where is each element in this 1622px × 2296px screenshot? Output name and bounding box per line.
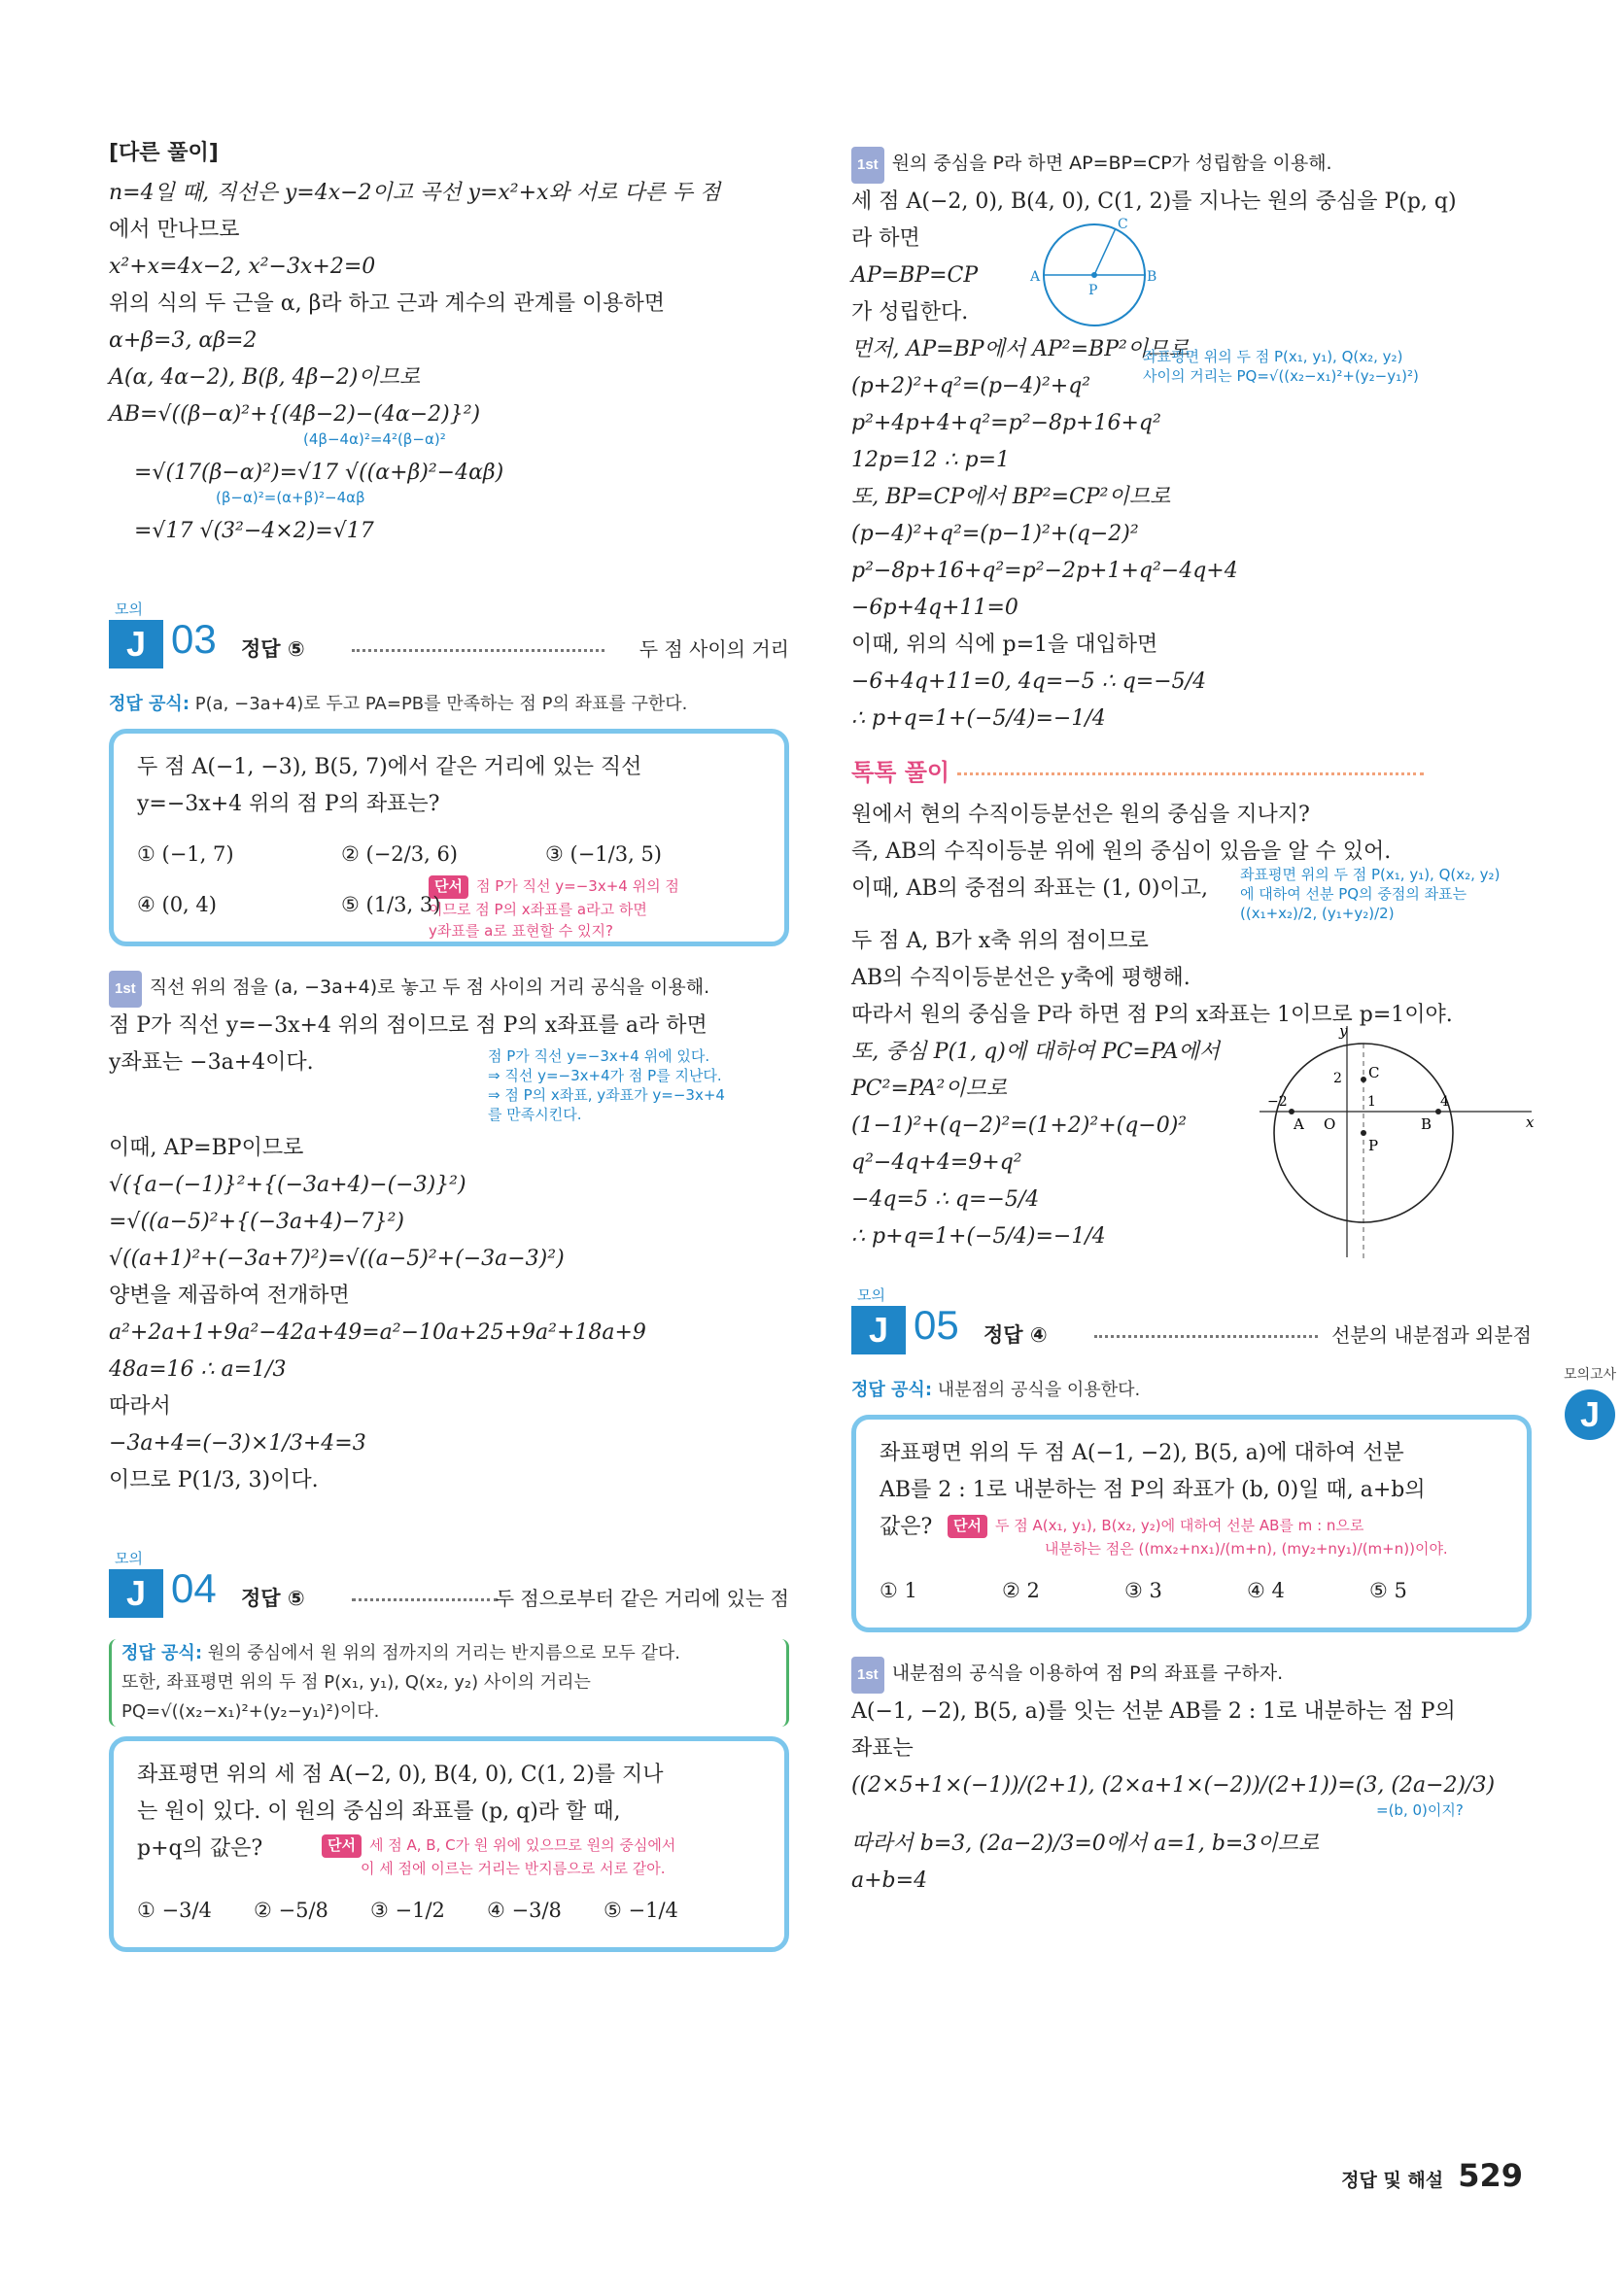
- choice: ③ (−1/3, 5): [545, 842, 662, 866]
- solution-line: a+b=4: [851, 1868, 928, 1893]
- step-line: [851, 1656, 1532, 1694]
- formula-label: 정답 공식:: [851, 1380, 933, 1400]
- hint-line: 이 세 점에 이르는 거리는 반지름으로 서로 같아.: [361, 1860, 666, 1877]
- solution-line: =√((a−5)²+{(−3a+4)−7}²): [109, 1210, 404, 1234]
- solution-line: 또, BP=CP에서 BP²=CP²이므로: [851, 485, 1171, 509]
- wave-decoration: [957, 772, 1424, 775]
- solution-line: 따라서: [109, 1394, 171, 1419]
- toktok-header: [851, 753, 1532, 787]
- math-line: n=4일 때, 직선은 y=4x−2이고 곡선 y=x²+x와 서로 다른 두 점: [109, 181, 721, 205]
- circle-figure-row: [851, 1024, 1535, 1255]
- hint-line: 두 점 A(x₁, y₁), B(x₂, y₂)에 대하여 선분 AB를 m : n으로: [994, 1517, 1364, 1534]
- note-line: ⇒ 점 P의 x좌표, y좌표가 y=−3x+4: [488, 1086, 725, 1104]
- topic-label: 선분의 내분점과 외분점: [1331, 1323, 1532, 1347]
- tick-label: 4: [1440, 1094, 1449, 1110]
- solution-line: 먼저, AP=BP에서 AP²=BP²이므로: [851, 337, 1190, 361]
- alt-solution-header: [다른 풀이]: [109, 141, 219, 165]
- math-line: x²+x=4x−2, x²−3x+2=0: [109, 255, 376, 279]
- solution-line: −6p+4q+11=0: [851, 596, 1018, 620]
- choice: ④ −3/8: [487, 1899, 562, 1922]
- choice: ④ 4: [1247, 1579, 1285, 1602]
- axis-y-label: y: [1339, 1024, 1348, 1040]
- hint-line: 세 점 A, B, C가 원 위에 있으므로 원의 중심에서: [368, 1836, 676, 1854]
- answer-formula: [851, 1376, 1532, 1405]
- question-line: AB를 2 : 1로 내분하는 점 P의 좌표가 (b, 0)일 때, a+b의: [880, 1478, 1426, 1502]
- tick-label: 2: [1333, 1071, 1342, 1086]
- answer-label: 정답 ④: [984, 1323, 1048, 1347]
- choices: [137, 833, 761, 875]
- note-line: 좌표평면 위의 두 점 P(x₁, y₁), Q(x₂, y₂): [1143, 348, 1403, 365]
- solution-line: AB의 수직이등분선은 y축에 평행해.: [851, 966, 1191, 990]
- hint-tag: 단서: [322, 1834, 362, 1858]
- point-label-b: B: [1421, 1115, 1432, 1133]
- solution-line: AP=BP=CP: [851, 263, 979, 288]
- question-line: 좌표평면 위의 세 점 A(−2, 0), B(4, 0), C(1, 2)를 지나: [137, 1763, 664, 1787]
- origin-label: O: [1324, 1115, 1336, 1133]
- axis-x-label: x: [1526, 1114, 1535, 1131]
- section-badge: J: [851, 1306, 906, 1354]
- sketch-label-c: C: [1118, 217, 1128, 232]
- chapter-tab: [1561, 1364, 1619, 1440]
- hint: [322, 1834, 761, 1879]
- section-number: 05: [914, 1302, 959, 1348]
- solution-line: PC²=PA²이므로: [851, 1077, 1008, 1101]
- dotted-leader: [352, 649, 604, 652]
- choices: [137, 1889, 761, 1932]
- note-line: 점 P가 직선 y=−3x+4 위에 있다.: [488, 1047, 710, 1065]
- formula-label: 정답 공식:: [109, 694, 190, 714]
- left-column: [109, 136, 789, 1975]
- choice: ⑤ −1/4: [604, 1899, 678, 1922]
- page-footer: [1341, 2157, 1523, 2194]
- formula-text: PQ=√((x₂−x₁)²+(y₂−y₁)²)이다.: [121, 1701, 380, 1722]
- solution-line: y좌표는 −3a+4이다.: [109, 1050, 314, 1075]
- solution-line: 이므로 P(1/3, 3)이다.: [109, 1468, 319, 1492]
- choice: ① (−1, 7): [137, 842, 234, 866]
- section-badge: J: [109, 620, 163, 668]
- tick-label: 1: [1367, 1094, 1376, 1110]
- choice: ② 2: [1002, 1579, 1040, 1602]
- note-line: ⇒ 직선 y=−3x+4가 점 P를 지난다.: [488, 1067, 722, 1084]
- solution-line: 점 P가 직선 y=−3x+4 위의 점이므로 점 P의 x좌표를 a라 하면: [109, 1013, 707, 1038]
- solution-note: [1240, 865, 1532, 923]
- question-line: 두 점 A(−1, −3), B(5, 7)에서 같은 거리에 있는 직선: [137, 755, 642, 779]
- small-circle-sketch: [1026, 215, 1162, 335]
- choice: ① −3/4: [137, 1899, 212, 1922]
- question-line: 좌표평면 위의 두 점 A(−1, −2), B(5, a)에 대하여 선분: [880, 1441, 1404, 1465]
- toktok-label: 톡톡 풀이: [851, 759, 950, 786]
- point-label-a: A: [1294, 1115, 1304, 1133]
- formula-text: P(a, −3a+4)로 두고 PA=PB를 만족하는 점 P의 좌표를 구한다.: [194, 694, 688, 714]
- section-badge: J: [109, 1569, 163, 1618]
- solution-line: 이때, AB의 중점의 좌표는 (1, 0)이고,: [851, 876, 1208, 901]
- section-number: 03: [171, 616, 217, 662]
- solution-line: 원에서 현의 수직이등분선은 원의 중심을 지나지?: [851, 803, 1310, 827]
- dotted-leader: [352, 1598, 498, 1601]
- solution-note: [1143, 347, 1532, 386]
- step-line: [109, 970, 789, 1008]
- question-line: 는 원이 있다. 이 원의 중심의 좌표를 (p, q)라 할 때,: [137, 1799, 621, 1824]
- note-line: 사이의 거리는 PQ=√((x₂−x₁)²+(y₂−y₁)²): [1143, 367, 1419, 385]
- solution-line: A(−1, −2), B(5, a)를 잇는 선분 AB를 2 : 1로 내분하는 점 P의: [851, 1699, 1456, 1724]
- solution-line: 두 점 A, B가 x축 위의 점이므로: [851, 929, 1149, 953]
- step-text: 직선 위의 점을 (a, −3a+4)로 놓고 두 점 사이의 거리 공식을 이용해.: [149, 977, 710, 998]
- solution-line: 48a=16 ∴ a=1/3: [109, 1357, 287, 1382]
- hint-line: 내분하는 점은 ((mx₂+nx₁)/(m+n), (my₂+ny₁)/(m+n))이야.: [1045, 1540, 1448, 1558]
- solution-line: 라 하면: [851, 226, 920, 251]
- solution-line: 이때, AP=BP이므로: [109, 1136, 304, 1160]
- dotted-leader: [1094, 1335, 1318, 1338]
- topic-label: 두 점으로부터 같은 거리에 있는 점: [495, 1587, 789, 1610]
- note-line: 좌표평면 위의 두 점 P(x₁, y₁), Q(x₂, y₂): [1240, 866, 1501, 883]
- chapter-tab-letter: J: [1565, 1389, 1615, 1440]
- section-header-j03: [109, 599, 789, 684]
- solution-note: =(b, 0)이지?: [1376, 1801, 1464, 1819]
- right-column: [851, 146, 1535, 1900]
- point-label-c: C: [1368, 1064, 1380, 1081]
- solution-line: p²+4p+4+q²=p²−8p+16+q²: [851, 411, 1161, 435]
- hint: [948, 1515, 1503, 1559]
- circle-figure: [1260, 1024, 1541, 1267]
- solution-note: [488, 1046, 789, 1124]
- formula-label: 정답 공식:: [121, 1643, 203, 1663]
- tick-label: −2: [1267, 1094, 1288, 1110]
- solution-line: √((a+1)²+(−3a+7)²)=√((a−5)²+(−3a−3)²): [109, 1247, 565, 1271]
- alt-solution: [109, 175, 789, 550]
- formula-text: 또한, 좌표평면 위의 두 점 P(x₁, y₁), Q(x₂, y₂) 사이의 거리는: [121, 1672, 591, 1693]
- chapter-tab-label: 모의고사: [1563, 1367, 1617, 1383]
- solution-line: 이때, 위의 식에 p=1을 대입하면: [851, 633, 1158, 657]
- solution-line: ∴ p+q=1+(−5/4)=−1/4: [851, 1224, 1106, 1249]
- question-box: [851, 1415, 1532, 1632]
- note-line: 를 만족시킨다.: [488, 1106, 582, 1123]
- choice: ① 1: [880, 1579, 917, 1602]
- solution-line: −6+4q+11=0, 4q=−5 ∴ q=−5/4: [851, 669, 1207, 694]
- point-label-p: P: [1368, 1137, 1379, 1154]
- inline-note: (4β−4α)²=4²(β−α)²: [303, 430, 446, 448]
- step-text: 내분점의 공식을 이용하여 점 P의 좌표를 구하자.: [891, 1662, 1284, 1684]
- solution-line: √({a−(−1)}²+{(−3a+4)−(−3)}²): [109, 1173, 466, 1197]
- solution-line: 또, 중심 P(1, q)에 대하여 PC=PA에서: [851, 1040, 1221, 1064]
- solution-line: a²+2a+1+9a²−42a+49=a²−10a+25+9a²+18a+9: [109, 1320, 646, 1345]
- solution-line: 즉, AB의 수직이등분 위에 원의 중심이 있음을 알 수 있어.: [851, 840, 1392, 864]
- choices: [880, 1569, 1503, 1612]
- choice: ② −5/8: [254, 1899, 328, 1922]
- question-box: [109, 1736, 789, 1952]
- solution-line: 양변을 제곱하여 전개하면: [109, 1284, 350, 1308]
- hint-line: y좌표를 a로 표현할 수 있지?: [429, 922, 614, 940]
- formula-text: 내분점의 공식을 이용한다.: [937, 1380, 1141, 1400]
- section-number: 04: [171, 1565, 217, 1611]
- solution-line: −3a+4=(−3)×1/3+4=3: [109, 1431, 366, 1456]
- choice: ② (−2/3, 6): [341, 842, 458, 866]
- step-tag: 1st: [109, 971, 142, 1008]
- hint-line: 이므로 점 P의 x좌표를 a라고 하면: [429, 901, 647, 918]
- choice: ⑤ (1/3, 3): [341, 893, 441, 916]
- solution-line: (1−1)²+(q−2)²=(1+2)²+(q−0)²: [851, 1114, 1188, 1138]
- step-line: [851, 146, 1532, 184]
- sketch-label-p: P: [1088, 283, 1098, 298]
- math-line: α+β=3, αβ=2: [109, 328, 258, 353]
- hint-line: 점 P가 직선 y=−3x+4 위의 점: [475, 877, 679, 895]
- solution-line: 좌표는: [851, 1736, 914, 1761]
- choice: ⑤ 5: [1369, 1579, 1407, 1602]
- answer-label: 정답 ⑤: [241, 637, 305, 661]
- solution-line: 가 성립한다.: [851, 300, 969, 325]
- moi-label: 모의: [115, 1550, 143, 1567]
- hint-tag: 단서: [429, 875, 468, 899]
- solution-line: (p+2)²+q²=(p−4)²+q²: [851, 374, 1091, 398]
- solution-line: 12p=12 ∴ p=1: [851, 448, 1011, 472]
- answer-formula: [109, 1639, 789, 1727]
- question-line: y=−3x+4 위의 점 P의 좌표는?: [137, 792, 440, 816]
- note-line: ((x₁+x₂)/2, (y₁+y₂)/2): [1240, 905, 1395, 922]
- question-line: 값은?: [880, 1515, 933, 1539]
- step-tag: 1st: [851, 1657, 884, 1694]
- sketch-label-a: A: [1030, 269, 1041, 285]
- math-line: 위의 식의 두 근을 α, β라 하고 근과 계수의 관계를 이용하면: [109, 291, 666, 316]
- answer-formula: [109, 690, 789, 719]
- step-tag: 1st: [851, 147, 884, 184]
- section-header-j04: [109, 1548, 789, 1633]
- choice: ③ 3: [1124, 1579, 1162, 1602]
- sketch-label-b: B: [1147, 269, 1157, 285]
- inline-note: (β−α)²=(α+β)²−4αβ: [216, 489, 365, 506]
- hint-tag: 단서: [948, 1515, 987, 1538]
- solution-line: −4q=5 ∴ q=−5/4: [851, 1187, 1040, 1212]
- step-text: 원의 중심을 P라 하면 AP=BP=CP가 성립함을 이용해.: [891, 153, 1332, 174]
- math-line: AB=√((β−α)²+{(4β−2)−(4α−2)}²): [109, 402, 481, 427]
- math-line: A(α, 4α−2), B(β, 4β−2)이므로: [109, 365, 421, 390]
- footer-title: 정답 및 해설: [1341, 2170, 1444, 2191]
- moi-label: 모의: [115, 600, 143, 618]
- moi-label: 모의: [857, 1286, 885, 1304]
- solution-line: 따라서 b=3, (2a−2)/3=0에서 a=1, b=3이므로: [851, 1832, 1320, 1856]
- math-line: =√17 √(3²−4×2)=√17: [134, 519, 374, 543]
- answer-label: 정답 ⑤: [241, 1587, 305, 1610]
- solution-line: p²−8p+16+q²=p²−2p+1+q²−4q+4: [851, 559, 1238, 583]
- solution-line: ((2×5+1×(−1))/(2+1), (2×a+1×(−2))/(2+1))=(3, (2a−2)/3): [851, 1773, 1496, 1798]
- formula-text: 원의 중심에서 원 위의 점까지의 거리는 반지름으로 모두 같다.: [207, 1643, 680, 1663]
- solution-line: 따라서 원의 중심을 P라 하면 점 P의 x좌표는 1이므로 p=1이야.: [851, 1003, 1453, 1027]
- question-box: [109, 729, 789, 946]
- section-header-j05: [851, 1285, 1532, 1370]
- solution-line: 세 점 A(−2, 0), B(4, 0), C(1, 2)를 지나는 원의 중심을 P(p, q): [851, 189, 1457, 214]
- choice: ④ (0, 4): [137, 893, 217, 916]
- math-line: 에서 만나므로: [109, 218, 240, 242]
- page-number: 529: [1458, 2157, 1523, 2194]
- solution-line: (p−4)²+q²=(p−1)²+(q−2)²: [851, 522, 1139, 546]
- math-line: =√(17(β−α)²)=√17 √((α+β)²−4αβ): [134, 461, 504, 485]
- topic-label: 두 점 사이의 거리: [638, 637, 789, 661]
- note-line: 에 대하여 선분 PQ의 중점의 좌표는: [1240, 885, 1467, 903]
- choice: ③ −1/2: [370, 1899, 445, 1922]
- solution-line: ∴ p+q=1+(−5/4)=−1/4: [851, 706, 1106, 731]
- solution-line: q²−4q+4=9+q²: [851, 1150, 1022, 1175]
- question-line: p+q의 값은?: [137, 1836, 263, 1861]
